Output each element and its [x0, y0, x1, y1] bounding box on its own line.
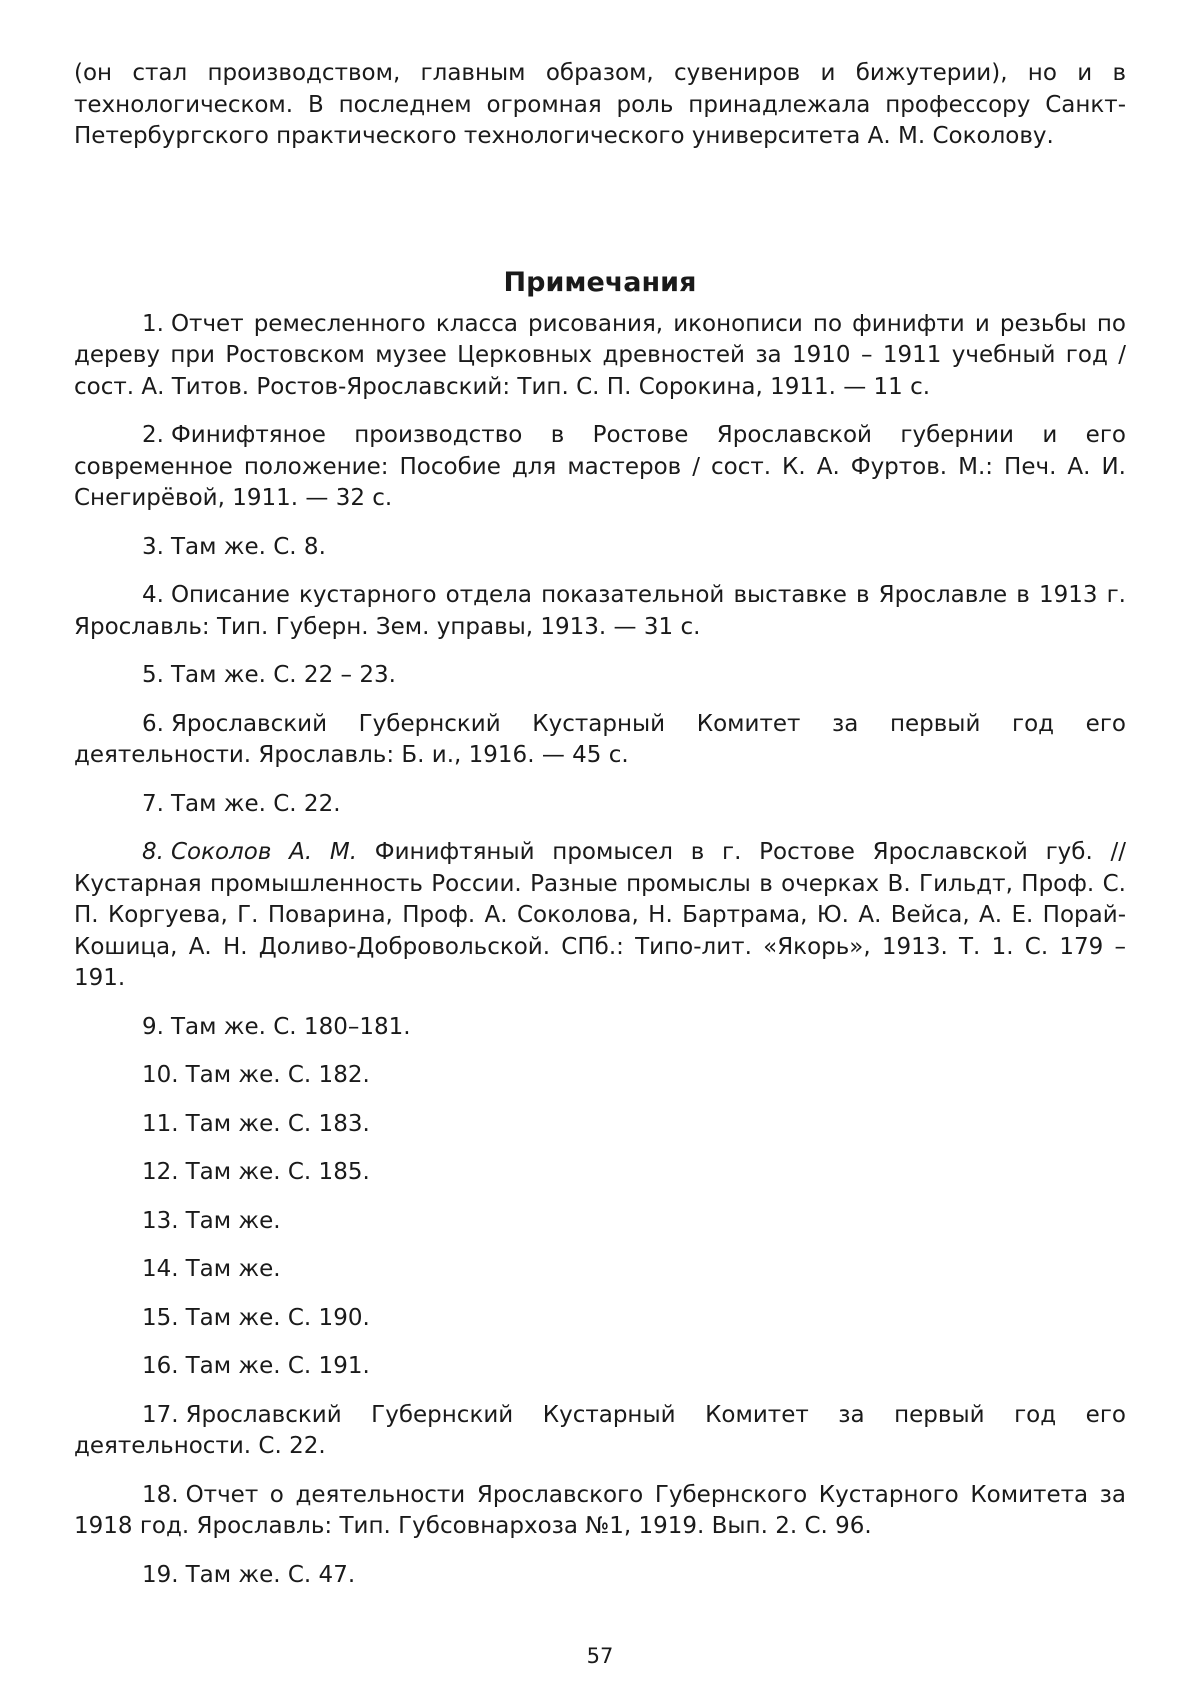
note-item	[74, 1303, 1126, 1335]
note-item	[74, 1157, 1126, 1189]
note-text: Там же.	[185, 1207, 281, 1234]
note-item	[74, 1400, 1126, 1463]
note-item	[74, 580, 1126, 643]
note-number: 13.	[142, 1207, 179, 1234]
note-text: Там же. С. 190.	[185, 1304, 370, 1331]
note-number: 3.	[142, 533, 164, 560]
note-number: 17.	[142, 1401, 179, 1428]
note-text: Финифтяное производство в Ростове Ярославской губернии и его современное положение: Пособие для мастеров / сост. К. А. Фуртов. М.: Печ. А. И. Снегирёвой, 1911. — 32 с.	[74, 422, 1126, 511]
note-number: 10.	[142, 1062, 179, 1088]
note-text: Отчет ремесленного класса рисования, иконописи по финифти и резьбы по дереву при Ростовском музее Церковных древностей за 1910 – 1911 учебный год / сост. А. Титов. Ростов-Ярославский: Тип. С. П. Сорокина, 1911. — 11 с.	[74, 310, 1126, 400]
note-number: 2.	[142, 422, 164, 448]
note-number: 5.	[142, 662, 164, 688]
note-item	[74, 789, 1126, 821]
note-number: 7.	[142, 790, 164, 817]
note-item	[74, 1560, 1126, 1592]
note-text: Там же.	[185, 1256, 281, 1282]
note-item	[74, 709, 1126, 772]
note-number: 9.	[142, 1013, 164, 1040]
note-text: Финифтяный промысел в г. Ростове Ярославской губ. // Кустарная промышленность России. Разные промыслы в очерках В. Гильдт, Проф. С. П. Коргуева, Г. Поварина, Проф. А. Соколова, Н. Бартрама, Ю. А. Вейса, А. Е. Порай-Кошица, А. Н. Доливо-Добровольской. СПб.: Типо-лит. «Якорь», 1913. Т. 1. С. 179 – 191.	[74, 839, 1126, 991]
note-number: 19.	[142, 1561, 179, 1588]
note-item	[74, 837, 1126, 995]
note-text: Ярославский Губернский Кустарный Комитет за первый год его деятельности. С. 22.	[74, 1401, 1126, 1459]
note-item	[74, 1254, 1126, 1286]
note-text: Там же. С. 22 – 23.	[170, 662, 396, 688]
note-number: 18.	[142, 1481, 179, 1508]
intro-paragraph: (он стал производством, главным образом, сувениров и бижутерии), но и в технологическом. В последнем огромная роль принадлежала профессору Санкт-Петербургского практического технологического университета А. М. Соколову.	[74, 60, 1126, 149]
note-item	[74, 660, 1126, 692]
note-text: Отчет о деятельности Ярославского Губернского Кустарного Комитета за 1918 год. Ярославль: Тип. Губсовнархоза №1, 1919. Вып. 2. С. 96.	[74, 1481, 1126, 1539]
note-number: 12.	[142, 1159, 179, 1185]
note-text: Там же. С. 191.	[185, 1353, 370, 1379]
note-number: 11.	[142, 1110, 179, 1137]
notes-list	[74, 309, 1126, 1592]
notes-heading: Примечания	[503, 266, 697, 298]
note-item	[74, 420, 1126, 515]
note-item	[74, 1109, 1126, 1141]
note-text: Там же. С. 182.	[185, 1062, 370, 1088]
note-text: Там же. С. 185.	[185, 1159, 370, 1185]
note-item	[74, 1351, 1126, 1383]
document-page	[74, 58, 1126, 1608]
note-number: 14.	[142, 1256, 179, 1282]
note-text: Там же. С. 22.	[170, 790, 341, 817]
page-number: 57	[586, 1644, 614, 1668]
note-text: Описание кустарного отдела показательной выставке в Ярославле в 1913 г. Ярославль: Тип. Губерн. Зем. управы, 1913. — 31 с.	[74, 582, 1126, 640]
note-text: Там же. С. 183.	[185, 1110, 370, 1137]
note-text: Там же. С. 47.	[185, 1561, 356, 1588]
note-number: 15.	[142, 1304, 179, 1331]
note-item	[74, 532, 1126, 564]
note-author: Соколов А. М.	[170, 839, 358, 865]
note-item	[74, 1480, 1126, 1543]
note-number: 1.	[142, 310, 164, 337]
note-number: 4.	[142, 582, 164, 608]
note-item	[74, 309, 1126, 404]
note-number: 8.	[142, 839, 164, 865]
note-item	[74, 1012, 1126, 1044]
note-text: Ярославский Губернский Кустарный Комитет за первый год его деятельности. Ярославль: Б. и., 1916. — 45 с.	[74, 710, 1126, 768]
note-text: Там же. С. 8.	[170, 533, 326, 560]
note-number: 6.	[142, 710, 164, 737]
note-item	[74, 1206, 1126, 1238]
note-text: Там же. С. 180–181.	[170, 1013, 411, 1040]
note-item	[74, 1060, 1126, 1092]
note-number: 16.	[142, 1353, 179, 1379]
